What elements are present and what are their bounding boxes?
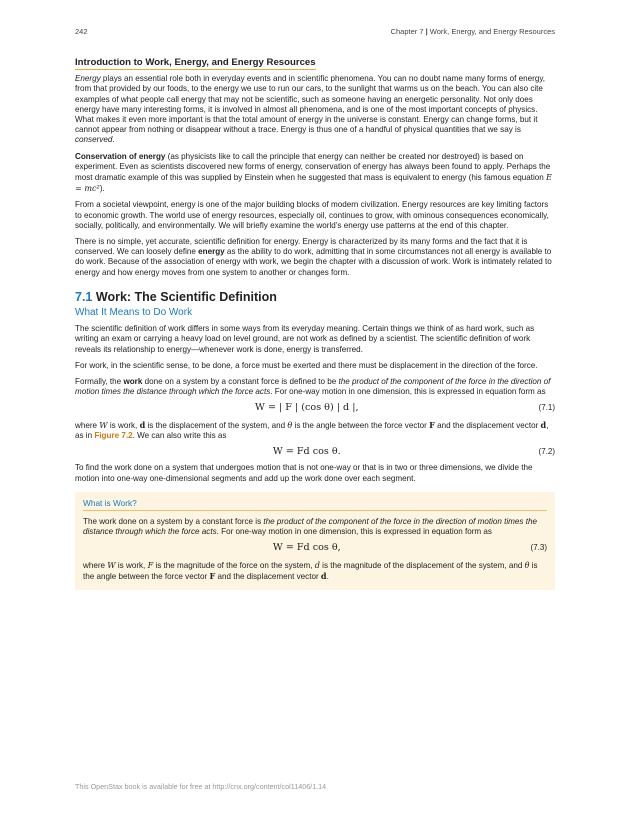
work-definition-em: the product of the component of the force in the direction of motion times the distance through which the force acts: [75, 377, 551, 397]
box-title: What is Work?: [83, 498, 547, 511]
work-paragraph-2: For work, in the scientific sense, to be done, a force must be exerted and there must be displacement in the direction of the force.: [75, 360, 538, 370]
box-where-word: where: [83, 560, 106, 570]
section-number: 7.1: [75, 289, 93, 304]
chapter-label: Chapter 7: [390, 27, 424, 36]
where1-t6: . We can also write this as: [132, 430, 227, 440]
conserved-em: conserved: [75, 135, 113, 145]
where1-t4: and the displacement vector: [437, 420, 539, 430]
symbol-F: F: [429, 419, 435, 430]
symbol-d: d: [139, 419, 146, 430]
section-title: Work: The Scientific Definition: [95, 289, 277, 304]
intro-paragraph-1: [75, 74, 555, 145]
box-where-t2: is the magnitude of the force on the system,: [155, 560, 313, 570]
where1-t2: is the displacement of the system, and: [147, 420, 286, 430]
section-heading: [75, 289, 555, 304]
intro-p1-text: plays an essential role both in everyday events and in scientific phenomena. You can no doubt name many forms of energy, from that provided by our foods, to the energy we use to run our cars, to the sunlight that warms us on the beach. You can also cite examples of what people call energy that may not be scientific, such as someone having an energetic personality. Not only does energy have many interesting forms, it is involved in almost all phenomena, and is one of the most important concepts of physics. What makes it even more important is that the total amount of energy in the universe is constant. Energy can change forms, but it cannot appear from nothing or disappear without a trace. Energy is thus one of a handful of physical quantities that we say is: [75, 74, 546, 135]
conservation-term: Conservation of energy: [75, 151, 166, 161]
intro-p2-end: ).: [99, 184, 105, 194]
box-symbol-d2: d: [320, 570, 327, 581]
work-term: work: [123, 377, 143, 387]
page-number: 242: [75, 27, 88, 36]
chapter-title: Work, Energy, and Energy Resources: [429, 27, 555, 36]
equation-7-1-formula: W = | F | (cos θ) | d |,: [255, 402, 359, 414]
symbol-theta: θ: [287, 419, 293, 430]
box-where-t5: and the displacement vector: [217, 571, 319, 581]
box-symbol-d: d: [314, 559, 320, 570]
intro-p2-text: (as physicists like to call the principle that energy can neither be created nor destroyed) is based on experiment. Even as scientists discovered new forms of energy, conservation of energy has always been found to apply. Perhaps the most dramatic example of this was supplied by Einstein when he suggested that mass is equivalent to energy (his famous equation: [75, 151, 551, 183]
work-p3-text-a: Formally, the: [75, 377, 124, 387]
box-p1-text-a: The work done on a system by a constant force is: [83, 516, 264, 526]
equation-7-3: [83, 543, 547, 553]
box-p1-text-b: . For one-way motion in one dimension, this is expressed in equation form as: [216, 527, 492, 537]
intro-title: Introduction to Work, Energy, and Energy Resources: [75, 58, 316, 70]
where-paragraph-1: [75, 420, 555, 441]
box-where-t3: is the magnitude of the displacement of the system, and: [322, 560, 523, 570]
box-definition-em: the product of the component of the force in the direction of motion times the distance through which the force acts: [83, 516, 537, 537]
work-paragraph-3: [75, 377, 555, 397]
figure-7-2-link[interactable]: Figure 7.2: [94, 430, 133, 440]
box-where-t6: .: [326, 571, 329, 581]
intro-paragraph-2: [75, 152, 555, 195]
where1-t5: , as in: [75, 420, 549, 440]
box-symbol-F: F: [147, 559, 154, 570]
chapter-separator: |: [425, 27, 428, 36]
box-where-paragraph: [83, 560, 547, 582]
symbol-d2: d: [540, 419, 547, 430]
equation-7-2: [75, 447, 555, 457]
equation-7-1-number: (7.1): [538, 403, 555, 413]
work-p3-text-b: done on a system by a constant force is defined to be: [142, 377, 339, 387]
einstein-equation: E = mc²: [75, 172, 552, 194]
page-content: [75, 58, 555, 590]
box-where-t4: is the angle between the force vector: [83, 560, 538, 581]
intro-paragraph-4: [75, 237, 555, 278]
where-word: where: [75, 420, 98, 430]
intro-p4-text-b: as the ability to do work, admitting that in some circumstances not all energy is available to do work. Because of the association of energy with work, we begin the chapter with a discussion of work. Work is intimately related to energy and how energy moves from one system to another or changes form.: [75, 247, 552, 277]
equation-7-1: [75, 403, 555, 413]
symbol-W: W: [99, 419, 108, 430]
equation-7-2-formula: W = Fd cos θ.: [272, 446, 341, 458]
what-is-work-box: [75, 492, 555, 590]
work-paragraph-1: The scientific definition of work differs in some ways from its everyday meaning. Certain things we think of as hard work, such as writing an exam or carrying a heavy load on level ground, are not work as defined by a scientist. The scientific definition of work reveals its relationship to energy—whenever work is done, energy is transferred.: [75, 324, 535, 354]
page-footer: This OpenStax book is available for free at http://cnx.org/content/col11406/1.14: [75, 782, 327, 791]
box-paragraph: [83, 517, 547, 537]
intro-paragraph-3: From a societal viewpoint, energy is one of the major building blocks of modern civilization. Energy resources are key limiting factors to economic growth. The world use of energy resources, especially oil, continues to grow, with ominous consequences economically, socially, politically, and environmentally. We will briefly examine the world’s energy use patterns at the end of this chapter.: [75, 200, 549, 230]
running-head: [391, 27, 555, 36]
intro-p4-text-a: There is no simple, yet accurate, scientific definition for energy. Energy is characterized by its many forms and the fact that it is conserved. We can loosely define: [75, 237, 528, 257]
energy-term: energy: [198, 247, 225, 257]
box-where-t1: is work,: [117, 560, 146, 570]
box-symbol-W: W: [107, 559, 116, 570]
equation-7-3-number: (7.3): [530, 543, 547, 553]
energy-em: Energy: [75, 74, 101, 84]
work-p3-text-c: . For one-way motion in one dimension, this is expressed in equation form as: [270, 387, 546, 397]
intro-p1-end: .: [112, 135, 115, 145]
where1-t1: is work,: [109, 420, 138, 430]
work-paragraph-4: To find the work done on a system that undergoes motion that is not one-way or that is in two or three dimensions, we divide the motion into one-way one-dimensional segments and add up the work done over each segment.: [75, 463, 533, 483]
equation-7-2-number: (7.2): [538, 447, 555, 457]
box-symbol-theta: θ: [524, 559, 530, 570]
subsection-heading: What It Means to Do Work: [75, 307, 193, 319]
equation-7-3-formula: W = Fd cos θ,: [272, 542, 341, 554]
page-header: [75, 27, 555, 36]
where1-t3: is the angle between the force vector: [294, 420, 427, 430]
box-symbol-F2: F: [209, 570, 216, 581]
